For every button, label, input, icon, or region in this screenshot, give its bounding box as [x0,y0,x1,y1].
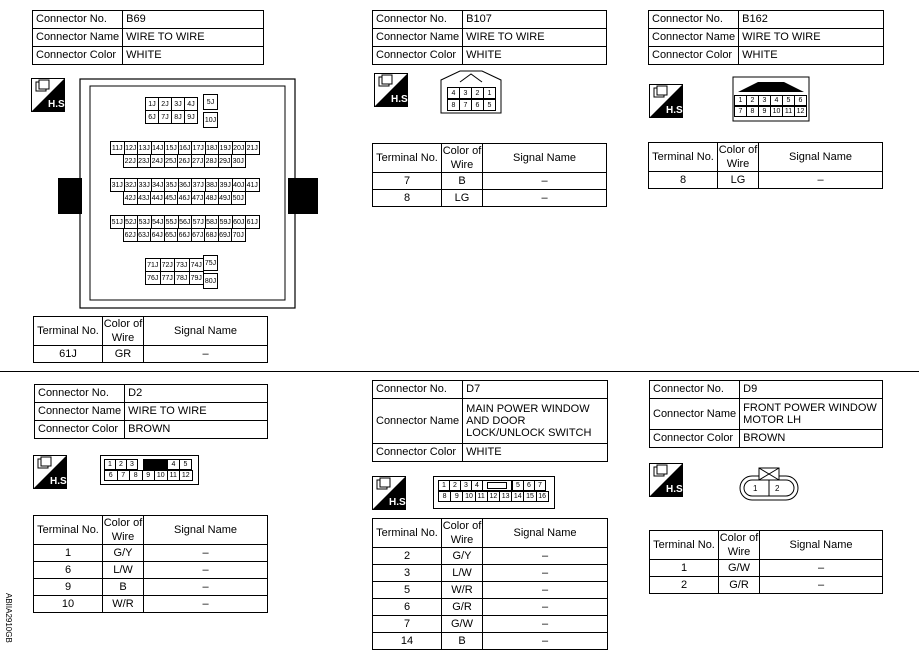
svg-text:H.S.: H.S. [391,94,411,105]
signal-name: – [144,596,268,613]
connector-no-label: Connector No. [35,385,125,403]
wire-color: W/R [442,582,483,599]
pin-cell: 11 [475,491,488,502]
connector-name-label: Connector Name [373,29,463,47]
terminal-no: 1 [34,545,103,562]
keyway-block [143,459,167,470]
pin-cell: 4 [447,87,460,99]
pin-cell: 61J [245,215,260,229]
b69-info-table [32,10,264,65]
d2-info-table [34,384,268,439]
pin-cell: 79J [189,271,205,285]
pin-cell: 43J [137,191,152,205]
pin-cell: 36J [178,178,193,192]
pin-cell: 46J [177,191,192,205]
terminal-no: 5 [373,582,442,599]
svg-text:H.S.: H.S. [666,484,686,495]
b162-connector-color: WHITE [739,47,884,65]
pin-cell: 9 [758,106,771,117]
signal-name: – [483,599,608,616]
signal-name: – [760,577,883,594]
signal-name: – [483,173,607,190]
pin-cell: 7 [534,480,546,491]
terminal-no: 9 [34,579,103,596]
keyway-slot-inner [487,482,507,489]
pin-cell: 72J [160,258,176,272]
keyway-slot [482,480,512,491]
pin-cell: 9 [142,470,156,481]
connector-color-label: Connector Color [650,430,740,448]
color-of-wire-header: Color of Wire [103,517,143,543]
pin-cell: 2 [449,480,461,491]
b107-terminal-table [372,143,607,207]
pin-cell: 4J [184,97,198,111]
pin-cell: 8 [438,491,451,502]
pin-cell: 44J [150,191,165,205]
terminal-no: 6 [373,599,442,616]
d2-terminal-table [33,515,268,613]
terminal-no: 7 [373,173,442,190]
connector-color-label: Connector Color [649,47,739,65]
pin-cell: 7J [158,110,172,124]
section-divider [0,371,919,372]
wire-color: B [103,579,144,596]
signal-name-header: Signal Name [483,144,607,173]
b69-connector-name: WIRE TO WIRE [123,29,264,47]
wire-color: G/Y [103,545,144,562]
pin-cell: 53J [137,215,152,229]
pin-cell: 55J [164,215,179,229]
d9-connector-diagram [738,466,800,502]
connector-name-label: Connector Name [649,29,739,47]
pin-cell: 17J [191,141,206,155]
wire-color: G/W [442,616,483,633]
pin-cell: 24J [150,154,165,168]
pin-cell: 25J [164,154,179,168]
table-row [34,545,268,562]
d9-info-table [649,380,883,448]
pin-cell: 5 [179,459,192,470]
pin-cell: 16J [178,141,193,155]
pin-cell: 63J [137,228,152,242]
b107-connector-color: WHITE [463,47,607,65]
pin-cell: 22J [123,154,138,168]
svg-text:H.S.: H.S. [50,476,70,487]
terminal-no: 7 [373,616,442,633]
pin-cell: 2J [158,97,172,111]
connector-color-label: Connector Color [35,421,125,439]
d7-connector-name: MAIN POWER WINDOW AND DOOR LOCK/UNLOCK SWITCH [463,399,608,444]
pin-cell: 28J [204,154,219,168]
pin-cell: 42J [123,191,138,205]
pin-cell: 1 [438,480,450,491]
pin-cell: 75J [203,255,218,271]
pin-cell: 74J [189,258,205,272]
harness-side-icon [372,476,409,510]
pin-cell: 80J [203,273,218,289]
b69-connector-no: B69 [123,11,264,29]
d7-info-table [372,380,608,462]
pin-cell: 5J [203,94,218,110]
terminal-no: 10 [34,596,103,613]
pin-cell: 69J [218,228,233,242]
pin-cell: 16 [536,491,549,502]
pin-cell: 54J [151,215,166,229]
b69-terminal-table [33,316,268,363]
pin-cell: 13J [137,141,152,155]
pin-cell: 4 [471,480,483,491]
d7-terminal-table [372,518,608,650]
d9-pin-2: 2 [775,484,780,493]
signal-name: – [483,582,608,599]
signal-name: – [760,560,883,577]
table-row [649,172,883,189]
pin-cell: 21J [245,141,260,155]
terminal-no: 2 [650,577,719,594]
svg-text:H.S.: H.S. [48,99,68,110]
signal-name-header: Signal Name [483,519,608,548]
terminal-no-header: Terminal No. [34,317,103,346]
table-row [34,346,268,363]
pin-cell: 57J [191,215,206,229]
pin-cell: 6 [794,95,807,106]
pin-cell: 1 [734,95,747,106]
b107-connector-name: WIRE TO WIRE [463,29,607,47]
table-row [34,596,268,613]
connector-name-label: Connector Name [650,399,740,430]
pin-cell: 32J [124,178,139,192]
pin-cell: 10 [770,106,783,117]
terminal-no-header: Terminal No. [650,531,719,560]
harness-side-icon [649,84,686,118]
table-row [373,565,608,582]
signal-name: – [144,562,268,579]
pin-cell: 11 [782,106,795,117]
b107-connector-no: B107 [463,11,607,29]
pin-cell: 51J [110,215,125,229]
pin-cell: 30J [231,154,246,168]
pin-cell: 6 [104,470,118,481]
pin-cell: 71J [145,258,161,272]
pin-cell: 52J [124,215,139,229]
connector-color-label: Connector Color [373,47,463,65]
pin-cell: 29J [218,154,233,168]
d2-connector-color: BROWN [125,421,268,439]
pin-cell: 10 [154,470,168,481]
pin-cell: 66J [177,228,192,242]
pin-cell: 6 [523,480,535,491]
pin-cell: 73J [174,258,190,272]
wire-color: B [442,173,483,190]
terminal-no: 8 [649,172,718,189]
signal-name: – [483,190,607,207]
pin-cell: 15J [164,141,179,155]
pin-cell: 33J [137,178,152,192]
pin-cell: 78J [174,271,190,285]
pin-cell: 15 [523,491,536,502]
pin-cell: 37J [191,178,206,192]
terminal-no: 3 [373,565,442,582]
pin-cell: 12 [179,470,193,481]
pin-cell: 27J [191,154,206,168]
signal-name-header: Signal Name [759,143,883,172]
b162-connector-name: WIRE TO WIRE [739,29,884,47]
table-row [373,599,608,616]
pin-cell: 76J [145,271,161,285]
b162-terminal-table [648,142,883,189]
pin-cell: 4 [167,459,180,470]
pin-cell: 26J [177,154,192,168]
pin-cell: 60J [232,215,247,229]
pin-cell: 4 [770,95,783,106]
b107-info-table [372,10,607,65]
table-row [34,562,268,579]
d9-connector-name: FRONT POWER WINDOW MOTOR LH [740,399,883,430]
table-row [373,190,607,207]
pin-cell: 45J [164,191,179,205]
pin-cell: 39J [218,178,233,192]
harness-side-icon [374,73,411,107]
pin-cell: 59J [218,215,233,229]
pin-cell: 2 [746,95,759,106]
terminal-no: 8 [373,190,442,207]
pin-cell: 18J [205,141,220,155]
color-of-wire-header: Color of Wire [718,144,758,170]
terminal-no: 14 [373,633,442,650]
pin-cell: 31J [110,178,125,192]
pin-cell: 3 [758,95,771,106]
pin-cell: 41J [245,178,260,192]
connector-color-label: Connector Color [373,444,463,462]
pin-cell: 14J [151,141,166,155]
pin-cell: 3 [460,480,472,491]
table-row [373,616,608,633]
pin-cell: 48J [204,191,219,205]
pin-cell: 14 [511,491,524,502]
b162-connector-no: B162 [739,11,884,29]
pin-cell: 8 [129,470,143,481]
color-of-wire-header: Color of Wire [442,520,482,546]
connector-no-label: Connector No. [33,11,123,29]
pin-cell: 12J [124,141,139,155]
terminal-no: 2 [373,548,442,565]
wire-color: G/R [719,577,760,594]
pin-cell: 5 [512,480,524,491]
signal-name: – [144,346,268,363]
pin-cell: 11J [110,141,125,155]
svg-text:H.S.: H.S. [389,497,409,508]
connector-name-label: Connector Name [373,399,463,444]
pin-cell: 7 [117,470,131,481]
wire-color: G/R [442,599,483,616]
signal-name-header: Signal Name [760,531,883,560]
pin-cell: 68J [204,228,219,242]
wire-color: LG [442,190,483,207]
d2-connector-name: WIRE TO WIRE [125,403,268,421]
table-row [650,577,883,594]
pin-cell: 9J [184,110,198,124]
d2-connector-no: D2 [125,385,268,403]
pin-cell: 9 [450,491,463,502]
d9-pin-1: 1 [753,484,758,493]
pin-cell: 1 [104,459,116,470]
signal-name: – [483,548,608,565]
svg-text:H.S.: H.S. [666,105,686,116]
pin-cell: 65J [164,228,179,242]
pin-cell: 50J [231,191,246,205]
connector-name-label: Connector Name [35,403,125,421]
pin-cell: 20J [232,141,247,155]
figure-code: ABIIA2910GB [4,593,13,643]
d9-connector-color: BROWN [740,430,883,448]
terminal-no: 61J [34,346,103,363]
connector-no-label: Connector No. [373,11,463,29]
signal-name: – [144,545,268,562]
pin-cell: 70J [231,228,246,242]
pin-cell: 6J [145,110,159,124]
connector-no-label: Connector No. [649,11,739,29]
pin-cell: 5 [483,99,496,111]
signal-name-header: Signal Name [144,516,268,545]
pin-cell: 11 [167,470,181,481]
table-row [373,582,608,599]
pin-cell: 49J [218,191,233,205]
pin-cell: 38J [205,178,220,192]
pin-cell: 1J [145,97,159,111]
b69-connector-color: WHITE [123,47,264,65]
pin-cell: 2 [115,459,127,470]
connector-no-label: Connector No. [373,381,463,399]
pin-cell: 8 [746,106,759,117]
pin-cell: 7 [734,106,747,117]
terminal-no-header: Terminal No. [373,144,442,173]
terminal-no: 6 [34,562,103,579]
pin-cell: 13 [499,491,512,502]
pin-cell: 1 [483,87,496,99]
pin-cell: 47J [191,191,206,205]
pin-cell: 10 [462,491,475,502]
pin-cell: 64J [150,228,165,242]
wire-color: G/Y [442,548,483,565]
table-row [34,579,268,596]
d9-terminal-table [649,530,883,594]
wire-color: LG [718,172,759,189]
d9-connector-no: D9 [740,381,883,399]
pin-cell: 40J [232,178,247,192]
pin-cell: 77J [160,271,176,285]
color-of-wire-header: Color of Wire [103,318,143,344]
color-of-wire-header: Color of Wire [719,532,759,558]
pin-cell: 58J [205,215,220,229]
wire-color: L/W [103,562,144,579]
signal-name-header: Signal Name [144,317,268,346]
connector-color-label: Connector Color [33,47,123,65]
signal-name: – [483,565,608,582]
pin-cell: 6 [471,99,484,111]
pin-cell: 67J [191,228,206,242]
pin-cell: 12 [487,491,500,502]
wire-color: B [442,633,483,650]
pin-cell: 56J [178,215,193,229]
terminal-no: 1 [650,560,719,577]
wire-color: GR [103,346,144,363]
pin-cell: 62J [123,228,138,242]
signal-name: – [483,616,608,633]
pin-cell: 3 [459,87,472,99]
pin-cell: 3J [171,97,185,111]
pin-cell: 7 [459,99,472,111]
pin-cell: 10J [203,112,218,128]
wire-color: L/W [442,565,483,582]
table-row [373,548,608,565]
pin-cell: 34J [151,178,166,192]
color-of-wire-header: Color of Wire [442,145,482,171]
pin-cell: 5 [782,95,795,106]
table-row [373,633,608,650]
d7-connector-no: D7 [463,381,608,399]
pin-cell: 2 [471,87,484,99]
signal-name: – [759,172,883,189]
pin-cell: 23J [137,154,152,168]
pin-cell: 35J [164,178,179,192]
pin-cell: 19J [218,141,233,155]
terminal-no-header: Terminal No. [373,519,442,548]
connector-no-label: Connector No. [650,381,740,399]
table-row [373,173,607,190]
pin-cell: 12 [794,106,807,117]
wire-color: W/R [103,596,144,613]
signal-name: – [144,579,268,596]
pin-cell: 8J [171,110,185,124]
pin-cell: 3 [126,459,138,470]
terminal-no-header: Terminal No. [34,516,103,545]
harness-side-icon [649,463,686,497]
pin-cell: 8 [447,99,460,111]
harness-side-icon [33,455,70,489]
signal-name: – [483,633,608,650]
connector-name-label: Connector Name [33,29,123,47]
wire-color: G/W [719,560,760,577]
b162-info-table [648,10,884,65]
terminal-no-header: Terminal No. [649,143,718,172]
d7-connector-color: WHITE [463,444,608,462]
table-row [650,560,883,577]
